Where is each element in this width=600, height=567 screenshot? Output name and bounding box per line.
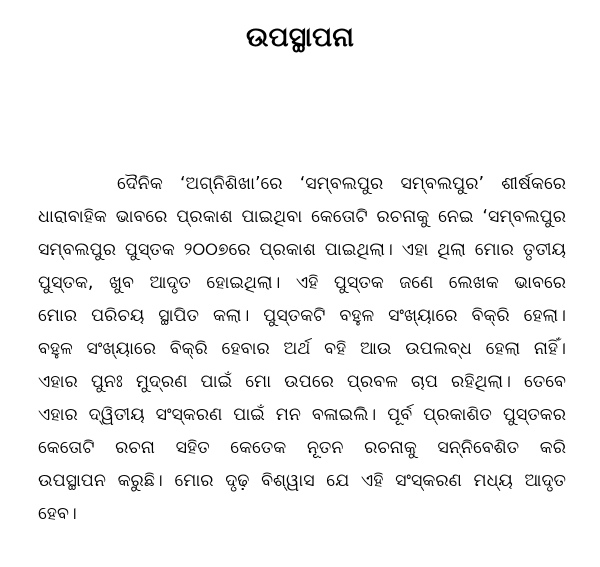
paragraph-line: କେତୋଟି ରଚନା ସହିତ କେତେକ ନୂତନ ରଚନାକୁ ସନ୍ନିବେଶିତ କରି — [38, 438, 566, 458]
paragraph-line: ଉପସ୍ଥାପନ କରୁଛି। ମୋର ଦୃଢ଼ ବିଶ୍ୱାସ ଯେ ଏହି ସଂସ୍କରଣ ମଧ୍ୟ ଆଦୃତ — [38, 471, 566, 491]
paragraph-line: ଏହାର ଦ୍ୱିତୀୟ ସଂସ୍କରଣ ପାଇଁ ମନ ବଳାଇଲି। ପୂର୍ବ ପ୍ରକାଶିତ ପୁସ୍ତକର — [38, 405, 566, 425]
paragraph-line: ମୋର ପରିଚୟ ସ୍ଥାପିତ କଲା। ପୁସ୍ତକଟି ବହୁଳ ସଂଖ୍ୟାରେ ବିକ୍ରି ହେଲା। — [38, 306, 566, 326]
paragraph-line: ପୁସ୍ତକ, ଖୁବ ଆଦୃତ ହୋଇଥିଲା। ଏହି ପୁସ୍ତକ ଜଣେ ଲେଖକ ଭାବରେ — [38, 273, 566, 293]
paragraph-line: ହେବ। — [38, 504, 77, 524]
paragraph-line: ଏହାର ପୁନଃ ମୁଦ୍ରଣ ପାଇଁ ମୋ ଉପରେ ପ୍ରବଳ ଚାପ ରହିଥିଲା। ତେବେ — [38, 372, 566, 392]
page-title: ଉପସ୍ଥାପନା — [246, 22, 354, 53]
body-paragraph — [38, 168, 566, 531]
paragraph-line: ଧାରାବାହିକ ଭାବରେ ପ୍ରକାଶ ପାଇଥିବା କେତୋଟି ରଚନାକୁ ନେଇ ‘ସମ୍ବଲପୁର — [38, 207, 566, 227]
paragraph-line: ଦୈନିକ ‘ଅଗ୍ନିଶିଖା’ରେ ‘ସମ୍ବଲପୁର ସମ୍ବଲପୁର’ ଶୀର୍ଷକରେ — [117, 174, 566, 194]
paragraph-line: ବହୁଳ ସଂଖ୍ୟାରେ ବିକ୍ରି ହେବାର ଅର୍ଥ ବହି ଆଉ ଉପଲବ୍ଧ ହେଲା ନାହିଁ। — [38, 339, 566, 359]
paragraph-line: ସମ୍ବଲପୁର ପୁସ୍ତକ ୨୦୦୭ରେ ପ୍ରକାଶ ପାଇଥିଲା। ଏହା ଥିଲା ମୋର ତୃତୀୟ — [38, 240, 566, 260]
